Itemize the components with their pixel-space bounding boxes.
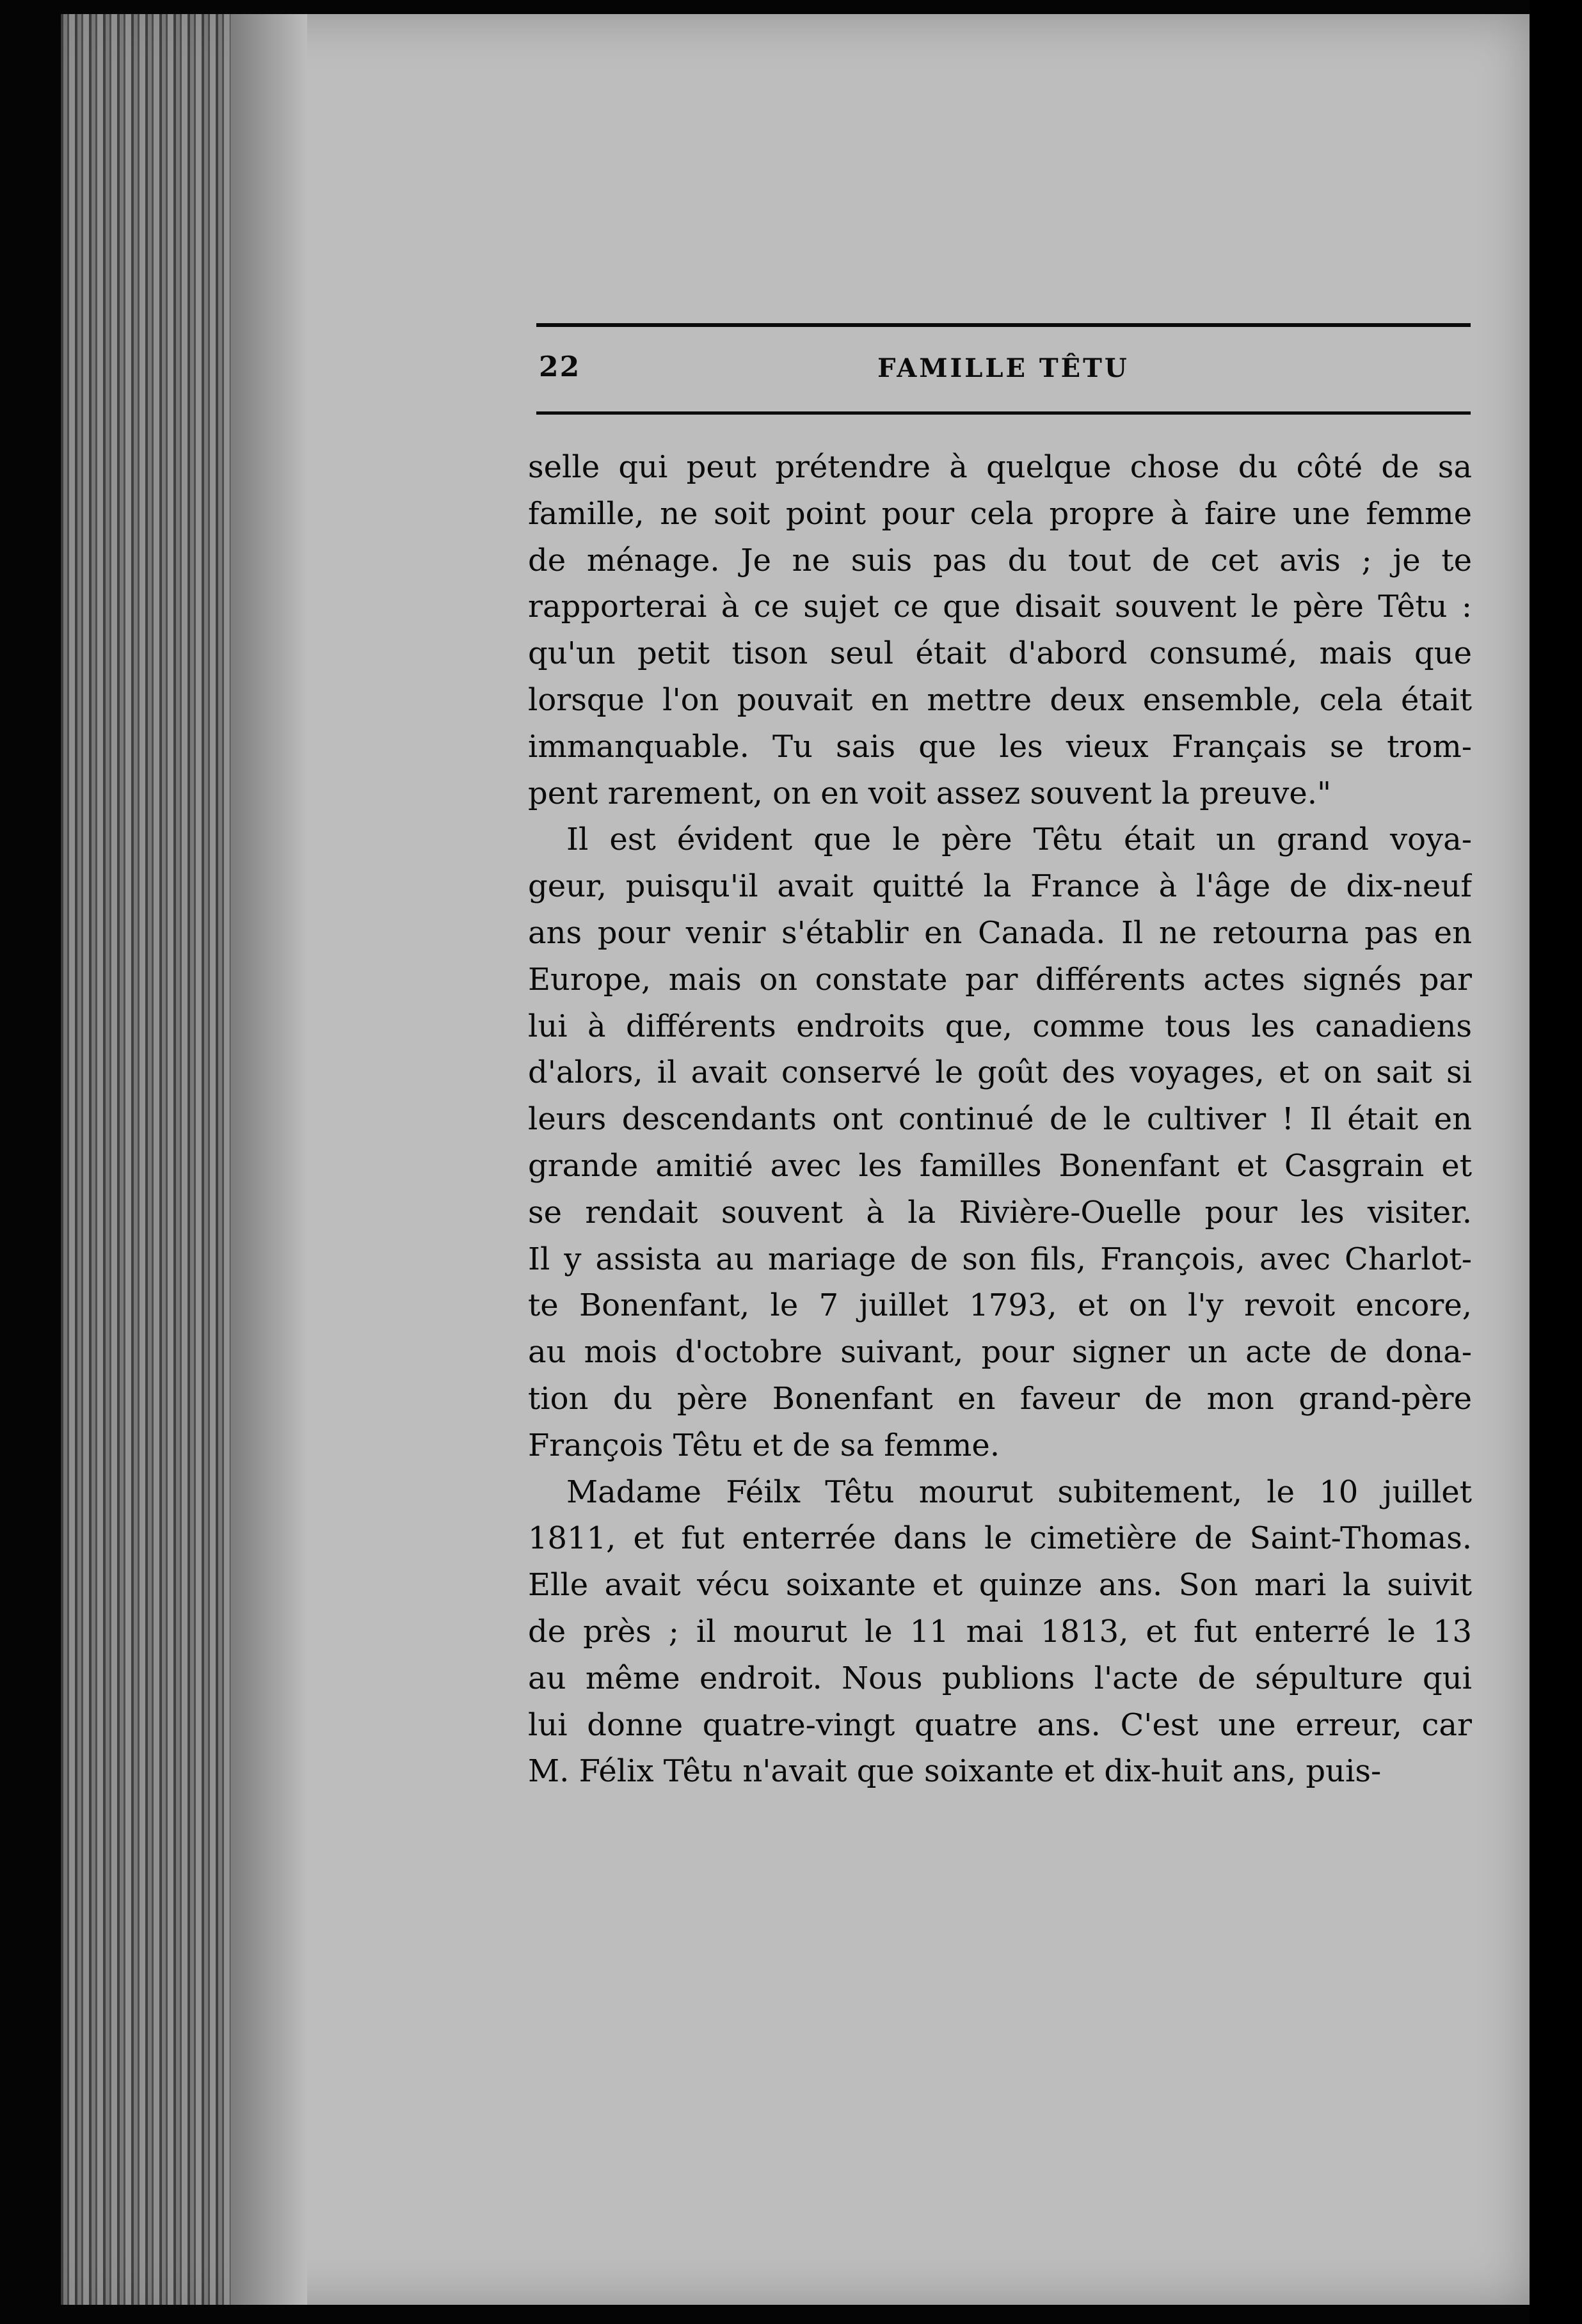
text-line: te Bonenfant, le 7 juillet 1793, et on l'y revoit encore, <box>528 1287 1472 1324</box>
running-head: FAMILLE TÊTU <box>877 353 1130 383</box>
text-line: François Têtu et de sa femme. <box>528 1427 1000 1463</box>
paragraph <box>528 1469 1472 1795</box>
text-line: Il y assista au mariage de son fils, François, avec Charlot- <box>528 1241 1472 1277</box>
text-line: au mois d'octobre suivant, pour signer un acte de dona- <box>528 1334 1472 1371</box>
text-line: qu'un petit tison seul était d'abord consumé, mais que <box>528 635 1472 672</box>
page-number: 22 <box>539 351 581 383</box>
text-line: au même endroit. Nous publions l'acte de sépulture qui <box>528 1660 1472 1696</box>
scan-right-border <box>1530 0 1582 2324</box>
page-stack-edges <box>61 14 230 2305</box>
text-line: de ménage. Je ne suis pas du tout de cet avis ; je te <box>528 542 1472 578</box>
text-line: pent rarement, on en voit assez souvent la preuve." <box>528 775 1332 811</box>
text-line: se rendait souvent à la Rivière-Ouelle pour les visiter. <box>528 1194 1472 1230</box>
text-line: lui à différents endroits que, comme tous les canadiens <box>528 1008 1472 1044</box>
text-line: M. Félix Têtu n'avait que soixante et dix-huit ans, puis- <box>528 1753 1382 1790</box>
text-line: Elle avait vécu soixante et quinze ans. Son mari la suivit <box>528 1567 1472 1604</box>
text-line: Madame Féilx Têtu mourut subitement, le 10 juillet <box>566 1474 1472 1510</box>
paragraph <box>528 816 1472 1468</box>
page-header <box>536 351 1471 395</box>
text-line: Il est évident que le père Têtu était un grand voya- <box>566 822 1472 858</box>
header-rule-bottom <box>536 411 1471 415</box>
text-line: tion du père Bonenfant en faveur de mon grand-père <box>528 1380 1472 1417</box>
text-line: immanquable. Tu sais que les vieux Français se trom- <box>528 728 1472 765</box>
text-line: d'alors, il avait conservé le goût des voyages, et on sait si <box>528 1055 1472 1091</box>
text-line: leurs descendants ont continué de le cultiver ! Il était en <box>528 1101 1472 1138</box>
body-text <box>528 444 1472 1795</box>
text-line: ans pour venir s'établir en Canada. Il ne retourna pas en <box>528 914 1472 951</box>
paragraph <box>528 444 1472 816</box>
text-line: selle qui peut prétendre à quelque chose du côté de sa <box>528 449 1472 485</box>
text-line: famille, ne soit point pour cela propre à faire une femme <box>528 495 1472 532</box>
text-line: 1811, et fut enterrée dans le cimetière de Saint-Thomas. <box>528 1520 1472 1557</box>
text-line: geur, puisqu'il avait quitté la France à l'âge de dix-neuf <box>528 868 1472 905</box>
text-line: de près ; il mourut le 11 mai 1813, et fut enterré le 13 <box>528 1613 1472 1650</box>
text-line: lorsque l'on pouvait en mettre deux ensemble, cela était <box>528 681 1472 718</box>
page-gutter-shadow <box>230 14 307 2305</box>
text-line: grande amitié avec les familles Bonenfant et Casgrain et <box>528 1147 1472 1184</box>
header-rule-top <box>536 323 1471 327</box>
text-line: Europe, mais on constate par différents actes signés par <box>528 961 1472 998</box>
text-line: lui donne quatre-vingt quatre ans. C'est une erreur, car <box>528 1707 1472 1743</box>
text-line: rapporterai à ce sujet ce que disait souvent le père Têtu : <box>528 589 1472 625</box>
